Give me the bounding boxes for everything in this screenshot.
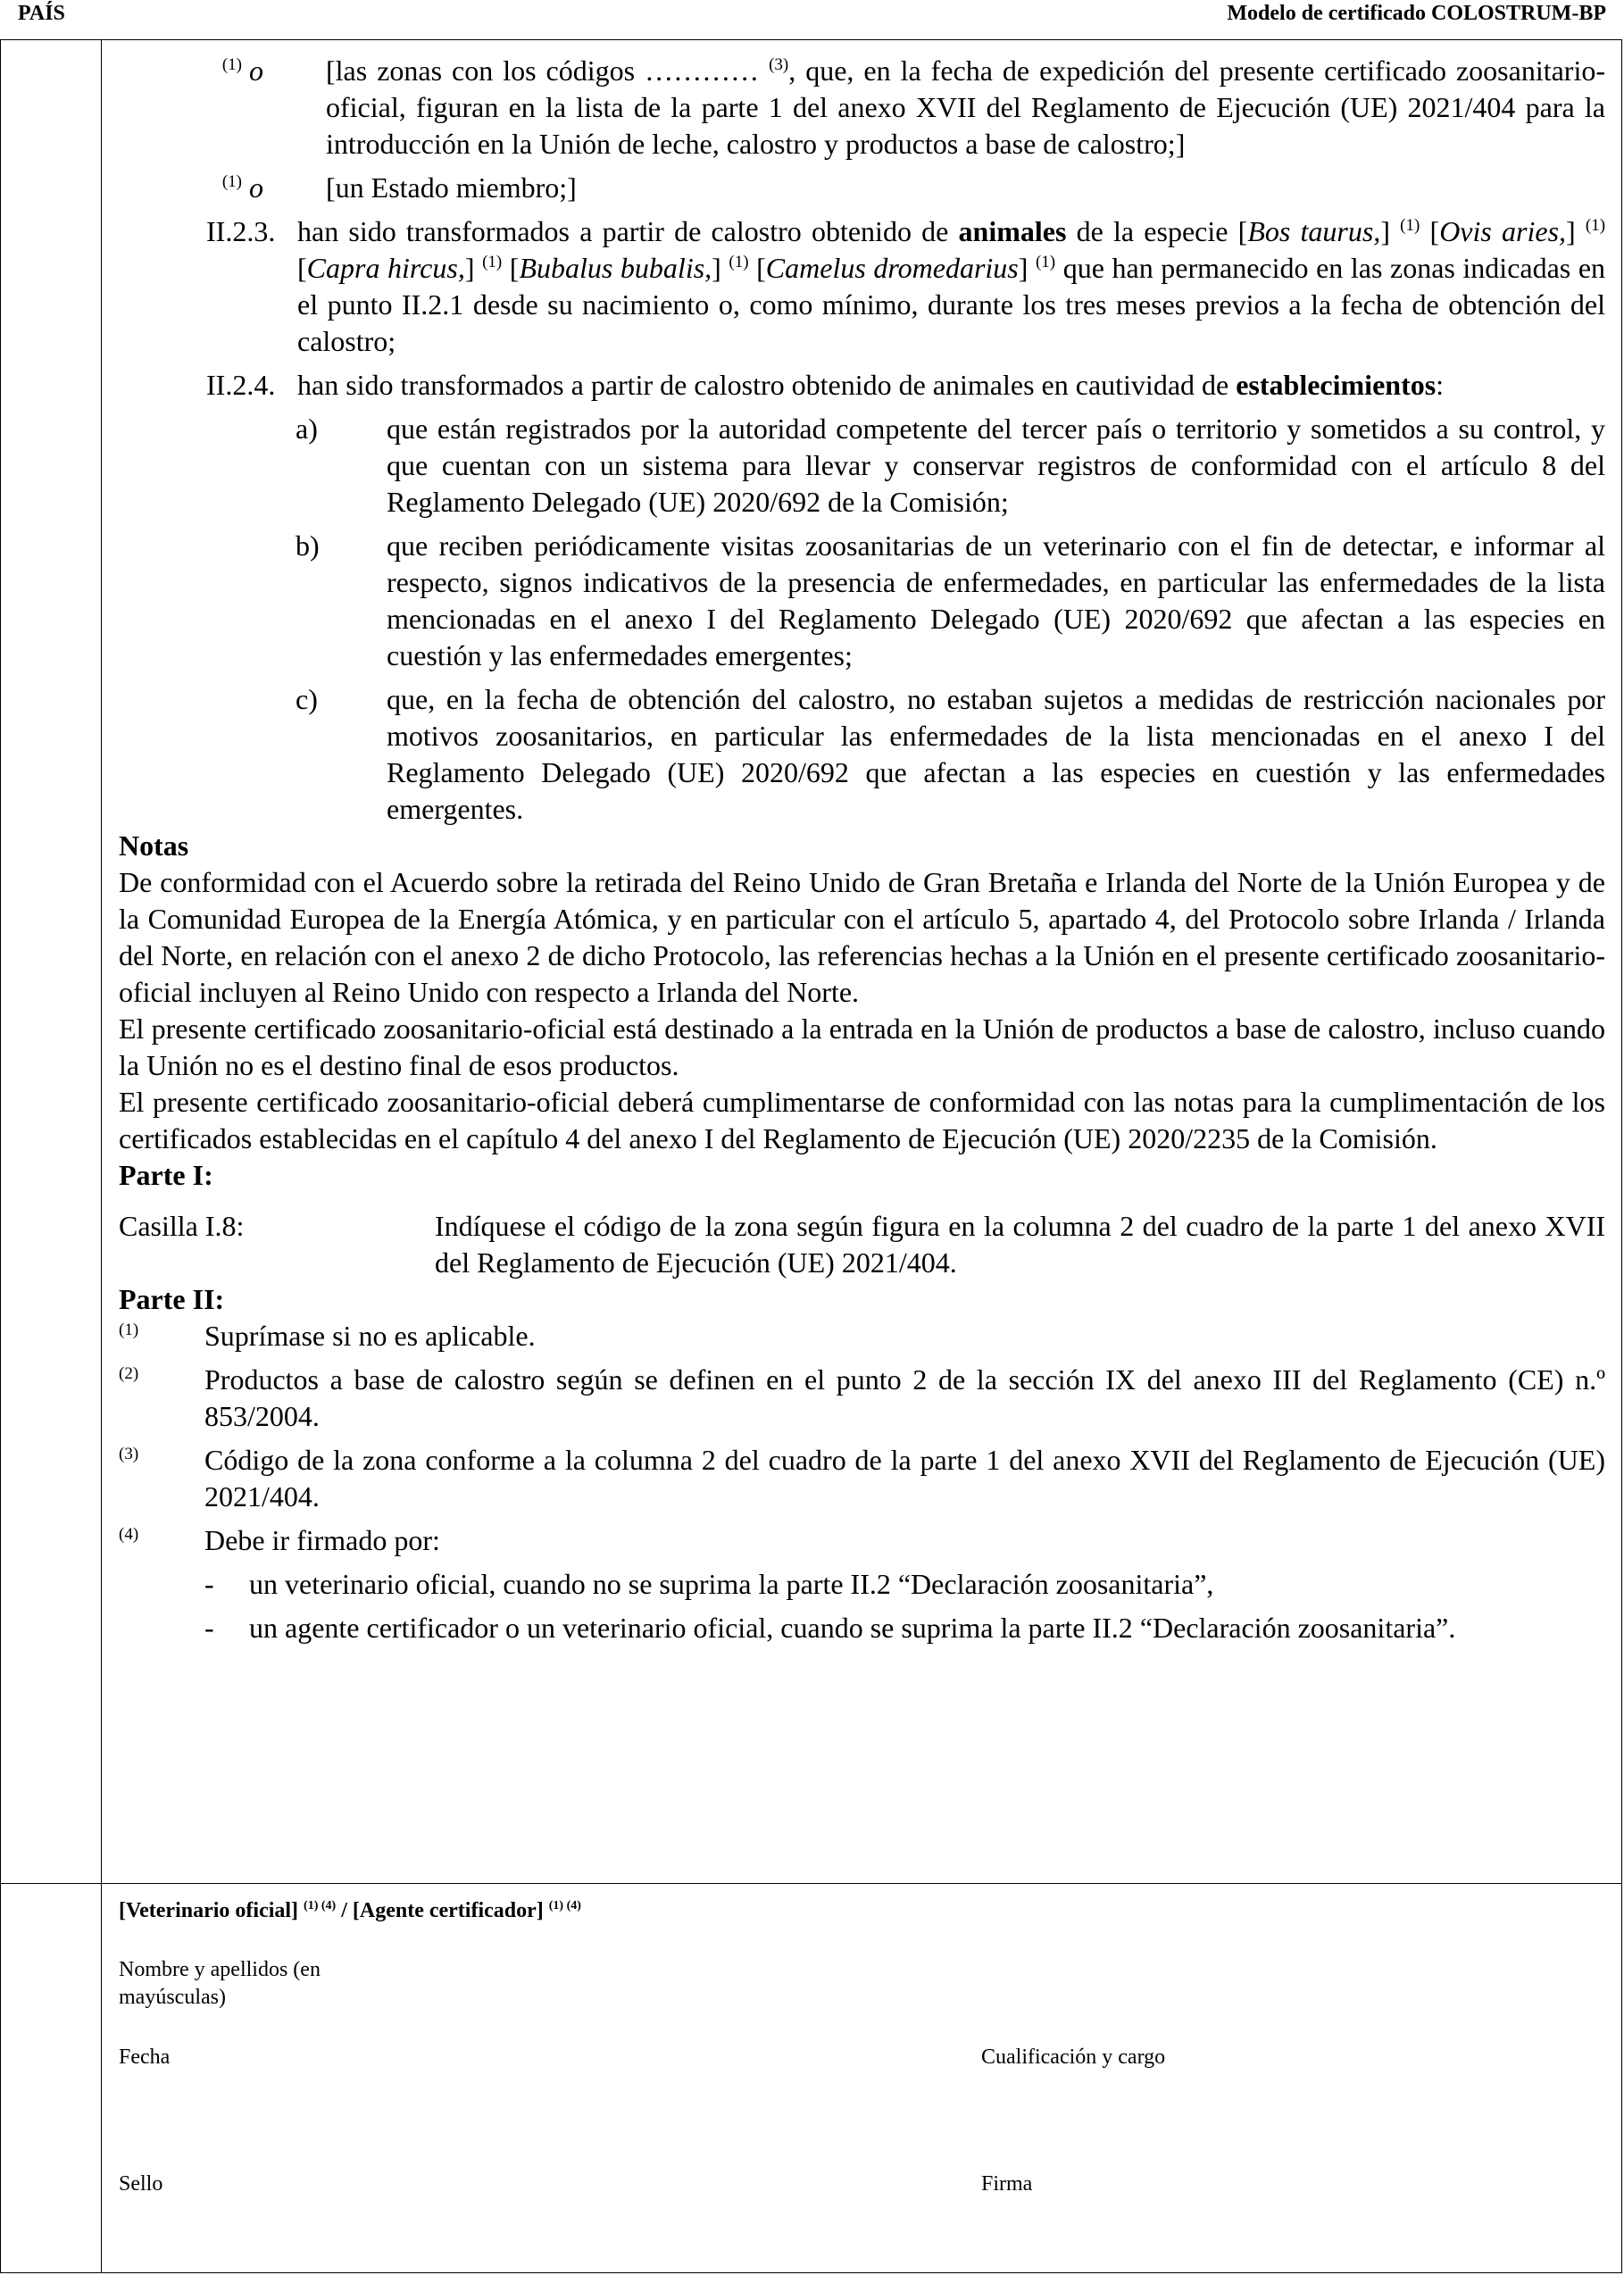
notes-paragraph: El presente certificado zoosanitario-oficial está destinado a la entrada en la Unión de productos a base de calostro, incluso cuando la Unión no es el destino final de esos productos.	[119, 1012, 1605, 1081]
list-item: - un agente certificador o un veterinario oficial, cuando se suprima la parte II.2 “Declaración zoosanitaria”.	[204, 1612, 1456, 1644]
stamp-field-label: Sello	[119, 2172, 163, 2196]
part-I-title: Parte I:	[119, 1159, 213, 1191]
list-item: c) que, en la fecha de obtención del calostro, no estaban sujetos a medidas de restricción nacionales por motivos zoosanitarios, en particular las enfermedades de la lista mencionadas en el anexo I del Reglamento Delegado (UE) 2020/692 que afectan a las especies en cuestión y las enfermedades emergentes.	[296, 683, 1605, 825]
footnote: $^{(4)}$ Debe ir firmado por:	[119, 1524, 440, 1556]
section-II-2-3: II.2.3. han sido transformados a partir de calostro obtenido de animales de la especie [Bos taurus,] $^{(1)}$ [Ovis aries,] $^{(1)}$ [Capra hircus,] $^{(1)}$ [Bubalus bubalis,] $^{(1)}$ [Camelus dromedarius] $^{(1)}$ que han permanecido en las zonas indicadas en el punto II.2.1 desde su nacimiento o, como mínimo, durante los tres meses previos a la fecha de obtención del calostro;	[206, 215, 1606, 357]
box-I-8-note: Casilla I.8: Indíquese el código de la zona según figura en la columna 2 del cuadro de la parte 1 del anexo XVII del Reglamento de Ejecución (UE) 2021/404.	[119, 1210, 1605, 1279]
name-field-label: Nombre y apellidos (en mayúsculas)	[119, 1958, 321, 2009]
header-model: Modelo de certificado COLOSTRUM-BP	[1227, 2, 1606, 25]
list-item: - un veterinario oficial, cuando no se suprima la parte II.2 “Declaración zoosanitaria”,	[204, 1568, 1214, 1600]
signature-divider	[1, 1883, 1621, 1884]
footnote: $^{(2)}$ Productos a base de calostro según se definen en el punto 2 de la sección IX del anexo III del Reglamento (CE) n.º 853/2004.	[119, 1363, 1605, 1432]
notes-title: Notas	[119, 829, 189, 862]
qualification-field-label: Cualificación y cargo	[981, 2046, 1166, 2069]
footnote: $^{(3)}$ Código de la zona conforme a la columna 2 del cuadro de la parte 1 del anexo XVII del Reglamento de Ejecución (UE) 2021/404.	[119, 1444, 1605, 1512]
left-column-divider	[101, 40, 102, 2272]
notes-paragraph: El presente certificado zoosanitario-oficial deberá cumplimentarse de conformidad con las notas para la cumplimentación de los certificados establecidas en el capítulo 4 del anexo I del Reglamento de Ejecución (UE) 2020/2235 de la Comisión.	[119, 1086, 1605, 1154]
signature-title: [Veterinario oficial] $^{(1) (4)}$ / [Agente certificador] $^{(1) (4)}$	[119, 1899, 581, 1922]
part-II-title: Parte II:	[119, 1283, 225, 1315]
date-field-label: Fecha	[119, 2046, 171, 2069]
list-item: a) que están registrados por la autoridad competente del tercer país o territorio y sometidos a su control, y que cuentan con un sistema para llevar y conservar registros de conformidad con el artículo 8 del Reglamento Delegado (UE) 2020/692 de la Comisión;	[296, 412, 1605, 518]
footnote: $^{(1)}$ Suprímase si no es aplicable.	[119, 1320, 536, 1352]
option-member-state: $^{(1)}$ o [un Estado miembro;]	[221, 171, 577, 204]
notes-paragraph: De conformidad con el Acuerdo sobre la retirada del Reino Unido de Gran Bretaña e Irlanda del Norte de la Unión Europea y de la Comunidad Europea de la Energía Atómica, y en particular con el artículo 5, apartado 4, del Protocolo sobre Irlanda / Irlanda del Norte, en relación con el anexo 2 de dicho Protocolo, las referencias hechas a la Unión en el presente certificado zoosanitario-oficial incluyen al Reino Unido con respecto a Irlanda del Norte.	[119, 866, 1605, 1008]
header-country: PAÍS	[18, 2, 65, 25]
list-item: b) que reciben periódicamente visitas zoosanitarias de un veterinario con el fin de detectar, e informar al respecto, signos indicativos de la presencia de enfermedades, en particular las enfermedades de la lista mencionadas en el anexo I del Reglamento Delegado (UE) 2020/692 que afectan a las especies en cuestión y las enfermedades emergentes;	[296, 529, 1605, 671]
certificate-body	[119, 53, 1605, 1646]
certificate-frame	[0, 39, 1622, 2273]
signature-field-label: Firma	[981, 2172, 1033, 2196]
option-zones: $^{(1)}$ o [las zonas con los códigos ………… $^{(3)}$, que, en la fecha de expedición del presente certificado zoosanitario-oficial, figuran en la lista de la parte 1 del anexo XVII del Reglamento de Ejecución (UE) 2021/404 para la introducción en la Unión de leche, calostro y productos a base de calostro;]	[221, 54, 1606, 160]
signature-block	[119, 1897, 1601, 2196]
section-II-2-4: II.2.4. han sido transformados a partir de calostro obtenido de animales en cautividad de establecimientos:	[206, 369, 1445, 401]
